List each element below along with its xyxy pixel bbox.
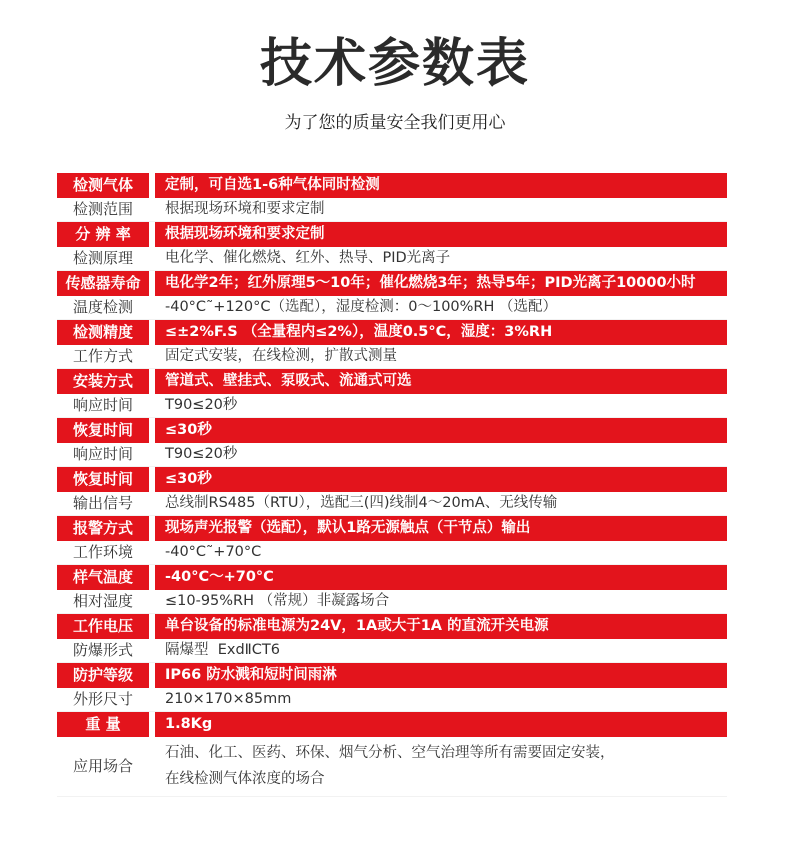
row-label: 防护等级 — [57, 663, 149, 688]
table-row — [57, 418, 727, 443]
row-label: 应用场合 — [57, 737, 149, 796]
row-label: 响应时间 — [57, 443, 149, 467]
table-row — [57, 590, 727, 615]
table-row — [57, 369, 727, 394]
row-value: 210×170×85mm — [155, 688, 727, 712]
table-row — [57, 320, 727, 345]
table-row — [57, 443, 727, 468]
row-label: 响应时间 — [57, 394, 149, 418]
row-label: 工作方式 — [57, 345, 149, 369]
table-row — [57, 492, 727, 517]
row-label: 重 量 — [57, 712, 149, 737]
table-row — [57, 737, 727, 797]
row-value: 隔爆型 ExdⅡCT6 — [155, 639, 727, 663]
row-label: 相对湿度 — [57, 590, 149, 614]
row-label: 检测原理 — [57, 247, 149, 271]
row-label: 传感器寿命 — [57, 271, 149, 296]
row-value: 固定式安装，在线检测，扩散式测量 — [155, 345, 727, 369]
row-value: ≤30秒 — [155, 467, 727, 492]
row-value: ≤±2%F.S （全量程内≤2%），温度0.5°C，湿度：3%RH — [155, 320, 727, 345]
row-label: 工作环境 — [57, 541, 149, 565]
row-value: 电化学2年；红外原理5～10年；催化燃烧3年；热导5年；PID光离子10000小时 — [155, 271, 727, 296]
row-label: 样气温度 — [57, 565, 149, 590]
spec-table — [57, 173, 727, 797]
table-row — [57, 516, 727, 541]
row-value: 电化学、催化燃烧、红外、热导、PID光离子 — [155, 247, 727, 271]
table-row — [57, 247, 727, 272]
row-label: 恢复时间 — [57, 418, 149, 443]
row-label: 工作电压 — [57, 614, 149, 639]
row-label: 恢复时间 — [57, 467, 149, 492]
row-label: 报警方式 — [57, 516, 149, 541]
page-title: 技术参数表 — [259, 34, 530, 94]
row-value: 管道式、壁挂式、泵吸式、流通式可选 — [155, 369, 727, 394]
row-value: IP66 防水溅和短时间雨淋 — [155, 663, 727, 688]
row-value: -40°C˜+70°C — [155, 541, 727, 565]
table-row — [57, 173, 727, 198]
row-label: 外形尺寸 — [57, 688, 149, 712]
row-value: T90≤20秒 — [155, 443, 727, 467]
row-value: 根据现场环境和要求定制 — [155, 198, 727, 222]
row-value: -40°C˜+120°C（选配），湿度检测：0～100%RH （选配） — [155, 296, 727, 320]
table-row — [57, 688, 727, 713]
row-label: 温度检测 — [57, 296, 149, 320]
page-subtitle: 为了您的质量安全我们更用心 — [284, 113, 506, 133]
row-label: 检测范围 — [57, 198, 149, 222]
row-value: 现场声光报警（选配），默认1路无源触点（干节点）输出 — [155, 516, 727, 541]
table-row — [57, 345, 727, 370]
row-value: T90≤20秒 — [155, 394, 727, 418]
table-row — [57, 296, 727, 321]
table-row — [57, 198, 727, 223]
row-value: 1.8Kg — [155, 712, 727, 737]
table-row — [57, 271, 727, 296]
row-value: 单台设备的标准电源为24V，1A或大于1A 的直流开关电源 — [155, 614, 727, 639]
row-value: 石油、化工、医药、环保、烟气分析、空气治理等所有需要固定安装， 在线检测气体浓度的场合 — [155, 737, 727, 796]
row-value: -40°C～+70°C — [155, 565, 727, 590]
table-row — [57, 467, 727, 492]
table-row — [57, 222, 727, 247]
table-row — [57, 712, 727, 737]
row-label: 分 辨 率 — [57, 222, 149, 247]
row-value: 定制，可自选1-6种气体同时检测 — [155, 173, 727, 198]
row-label: 安装方式 — [57, 369, 149, 394]
table-row — [57, 541, 727, 566]
row-label: 检测精度 — [57, 320, 149, 345]
row-value: ≤30秒 — [155, 418, 727, 443]
row-value: 根据现场环境和要求定制 — [155, 222, 727, 247]
row-value: ≤10-95%RH （常规）非凝露场合 — [155, 590, 727, 614]
row-label: 防爆形式 — [57, 639, 149, 663]
row-value: 总线制RS485（RTU），选配三(四)线制4～20mA、无线传输 — [155, 492, 727, 516]
table-row — [57, 394, 727, 419]
table-row — [57, 614, 727, 639]
row-label: 检测气体 — [57, 173, 149, 198]
table-row — [57, 663, 727, 688]
row-label: 输出信号 — [57, 492, 149, 516]
table-row — [57, 639, 727, 664]
table-row — [57, 565, 727, 590]
